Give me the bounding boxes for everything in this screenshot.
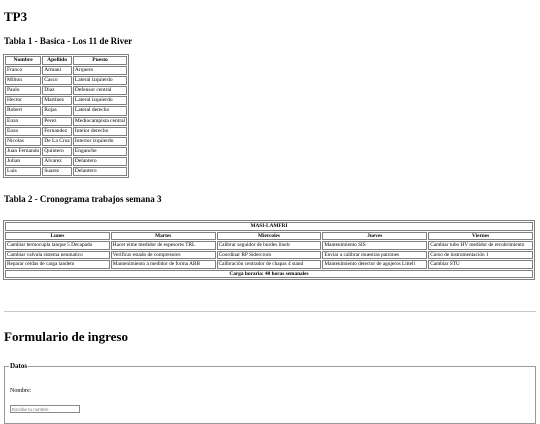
table-cell: Alvarez bbox=[42, 157, 72, 166]
column-header: Martes bbox=[111, 232, 216, 241]
table-cell: Luis bbox=[5, 167, 41, 176]
table-header-row bbox=[5, 56, 127, 65]
table-cell: Mantenimiento SIS bbox=[322, 241, 427, 250]
column-header: Lunes bbox=[5, 232, 110, 241]
schedule-table-body bbox=[5, 241, 533, 269]
column-header: Nombre bbox=[5, 56, 41, 65]
table-cell: Inteior derecho bbox=[73, 127, 127, 136]
table-cell: Mantenimiento detector de agujeros Littell bbox=[322, 260, 427, 269]
table-row bbox=[5, 106, 127, 115]
table-cell: Hector bbox=[5, 96, 41, 105]
table-cell: Enganche bbox=[73, 147, 127, 156]
table-cell: Martinez bbox=[42, 96, 72, 105]
column-header: Viernes bbox=[428, 232, 533, 241]
table-cell: Cambiar tubo HV medidor de recubrimiento bbox=[428, 241, 533, 250]
table-cell: Delantero bbox=[73, 157, 127, 166]
table-cell: Julian bbox=[5, 157, 41, 166]
players-table bbox=[3, 54, 129, 178]
table-cell: Franco bbox=[5, 66, 41, 75]
schedule-table bbox=[3, 220, 535, 280]
column-header: Miercoles bbox=[217, 232, 322, 241]
table-cell: Lateral izquierdo bbox=[73, 96, 127, 105]
schedule-footer: Carga horaria: 40 horas semanales bbox=[5, 270, 533, 279]
table-cell: Curso de instrumentación 1 bbox=[428, 251, 533, 260]
column-header: Apellido bbox=[42, 56, 72, 65]
table-cell: Calibración centrador de chapas 4 stand bbox=[217, 260, 322, 269]
table-row bbox=[5, 147, 127, 156]
table-cell: Arquero bbox=[73, 66, 127, 75]
table-row bbox=[5, 167, 127, 176]
table-cell: Fernandez bbox=[42, 127, 72, 136]
table-cell: Milton bbox=[5, 76, 41, 85]
table-cell: Cambiar valvula sistema neumatico bbox=[5, 251, 110, 260]
table-cell: Suarez bbox=[42, 167, 72, 176]
table-cell: Cambiar termocupla tanque 5 Decapado bbox=[5, 241, 110, 250]
table-cell: Perez bbox=[42, 117, 72, 126]
schedule-caption: MASI-LAMFRI bbox=[5, 222, 533, 231]
table-row bbox=[5, 117, 127, 126]
fieldset-legend: Datos bbox=[10, 362, 28, 370]
table-row bbox=[5, 96, 127, 105]
table-cell: Diaz bbox=[42, 86, 72, 95]
name-label: Nombre: bbox=[10, 388, 32, 394]
table-row bbox=[5, 241, 533, 250]
table-cell: Casco bbox=[42, 76, 72, 85]
table-cell: Nicolas bbox=[5, 137, 41, 146]
table-cell: De La Cruz bbox=[42, 137, 72, 146]
table-cell: Armani bbox=[42, 66, 72, 75]
table-cell: Hacer eime medidor de espesores TRL bbox=[111, 241, 216, 250]
table-row bbox=[5, 260, 533, 269]
table-cell: Mediocampista central bbox=[73, 117, 127, 126]
table-row bbox=[5, 66, 127, 75]
table-row bbox=[5, 86, 127, 95]
table2-title: Tabla 2 - Cronograma trabajos semana 3 bbox=[4, 194, 162, 204]
table-cell: Quintero bbox=[42, 147, 72, 156]
table-cell: Interior izquierdo bbox=[73, 137, 127, 146]
table-row bbox=[5, 137, 127, 146]
table-cell: Coordinar RP Sidercrom bbox=[217, 251, 322, 260]
name-input[interactable] bbox=[10, 405, 80, 413]
table-cell: Defensor central bbox=[73, 86, 127, 95]
table-cell: Lateral izquierdo bbox=[73, 76, 127, 85]
table-cell: Juan Fernando bbox=[5, 147, 41, 156]
table-row bbox=[5, 157, 127, 166]
players-table-body bbox=[5, 66, 127, 176]
column-header: Puesto bbox=[73, 56, 127, 65]
table-row bbox=[5, 251, 533, 260]
table-cell: Lateral derecho bbox=[73, 106, 127, 115]
table-cell: Calibrar seguidor de bordes linelc bbox=[217, 241, 322, 250]
table-header-row bbox=[5, 232, 533, 241]
page-title: TP3 bbox=[4, 9, 28, 24]
table-cell: Mantenimiento a medidor de forma ABB bbox=[111, 260, 216, 269]
table-caption-row bbox=[5, 222, 533, 231]
data-fieldset bbox=[4, 362, 536, 424]
table-cell: Rojas bbox=[42, 106, 72, 115]
table-cell: Paulo bbox=[5, 86, 41, 95]
table-cell: Robert bbox=[5, 106, 41, 115]
table-cell: Delantero bbox=[73, 167, 127, 176]
table-cell: Enviar a calibrar muestras patrones bbox=[322, 251, 427, 260]
table-cell: Enzo bbox=[5, 117, 41, 126]
table-cell: Cambiar STU bbox=[428, 260, 533, 269]
table-cell: Enzo bbox=[5, 127, 41, 136]
form-title: Formulario de ingreso bbox=[4, 329, 128, 344]
table-cell: Reparar celdas de carga tandem bbox=[5, 260, 110, 269]
column-header: Jueves bbox=[322, 232, 427, 241]
table-cell: Verificar estado de compresores bbox=[111, 251, 216, 260]
table-row bbox=[5, 76, 127, 85]
divider bbox=[4, 311, 536, 312]
table-row bbox=[5, 127, 127, 136]
table1-title: Tabla 1 - Basica - Los 11 de River bbox=[4, 36, 133, 46]
table-footer-row bbox=[5, 270, 533, 279]
